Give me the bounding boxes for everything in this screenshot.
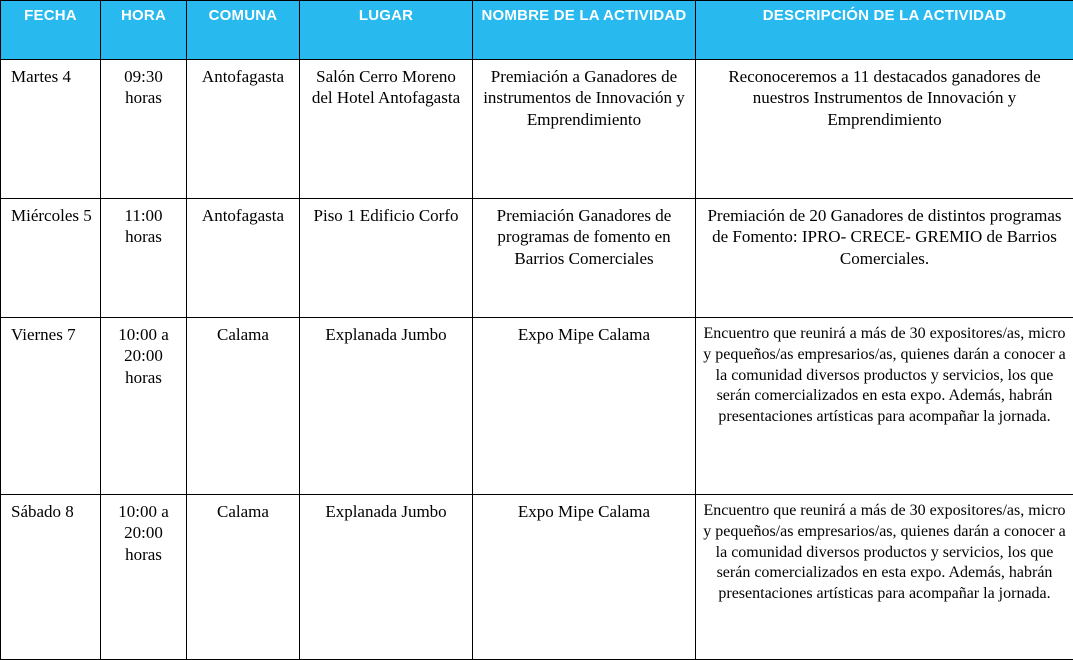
cell-descripcion-actividad: Premiación de 20 Ganadores de distintos programas de Fomento: IPRO- CRECE- GREMIO de Barrios Comerciales. bbox=[696, 199, 1073, 318]
cell-fecha: Miércoles 5 bbox=[1, 199, 101, 318]
cell-lugar: Explanada Jumbo bbox=[300, 318, 473, 495]
cell-nombre-actividad: Expo Mipe Calama bbox=[473, 318, 696, 495]
cell-comuna: Antofagasta bbox=[187, 60, 300, 199]
cell-nombre-actividad: Expo Mipe Calama bbox=[473, 495, 696, 660]
cell-comuna: Calama bbox=[187, 495, 300, 660]
cell-lugar: Piso 1 Edificio Corfo bbox=[300, 199, 473, 318]
table-body bbox=[1, 60, 1073, 660]
column-header-fecha: FECHA bbox=[1, 1, 101, 60]
cell-lugar: Explanada Jumbo bbox=[300, 495, 473, 660]
cell-hora: 11:00 horas bbox=[101, 199, 187, 318]
cell-hora: 10:00 a 20:00 horas bbox=[101, 495, 187, 660]
cell-fecha: Sábado 8 bbox=[1, 495, 101, 660]
column-header-descripcion-actividad: DESCRIPCIÓN DE LA ACTIVIDAD bbox=[696, 1, 1073, 60]
table-row bbox=[1, 60, 1073, 199]
cell-nombre-actividad: Premiación a Ganadores de instrumentos de Innovación y Emprendimiento bbox=[473, 60, 696, 199]
column-header-lugar: LUGAR bbox=[300, 1, 473, 60]
cell-fecha: Martes 4 bbox=[1, 60, 101, 199]
table-row bbox=[1, 199, 1073, 318]
cell-descripcion-actividad: Encuentro que reunirá a más de 30 expositores/as, micro y pequeños/as empresarios/as, quienes darán a conocer a la comunidad diversos productos y servicios, los que serán comercializados en esta expo. Además, habrán presentaciones artísticas para acompañar la jornada. bbox=[696, 495, 1073, 660]
table-header bbox=[1, 1, 1073, 60]
cell-lugar: Salón Cerro Moreno del Hotel Antofagasta bbox=[300, 60, 473, 199]
cell-hora: 10:00 a 20:00 horas bbox=[101, 318, 187, 495]
table-row bbox=[1, 495, 1073, 660]
cell-fecha: Viernes 7 bbox=[1, 318, 101, 495]
column-header-hora: HORA bbox=[101, 1, 187, 60]
cell-nombre-actividad: Premiación Ganadores de programas de fomento en Barrios Comerciales bbox=[473, 199, 696, 318]
cell-hora: 09:30 horas bbox=[101, 60, 187, 199]
column-header-nombre-actividad: NOMBRE DE LA ACTIVIDAD bbox=[473, 1, 696, 60]
table-header-row bbox=[1, 1, 1073, 60]
cell-descripcion-actividad: Encuentro que reunirá a más de 30 expositores/as, micro y pequeños/as empresarios/as, quienes darán a conocer a la comunidad diversos productos y servicios, los que serán comercializados en esta expo. Además, habrán presentaciones artísticas para acompañar la jornada. bbox=[696, 318, 1073, 495]
table-row bbox=[1, 318, 1073, 495]
cell-comuna: Calama bbox=[187, 318, 300, 495]
cell-comuna: Antofagasta bbox=[187, 199, 300, 318]
cell-descripcion-actividad: Reconoceremos a 11 destacados ganadores de nuestros Instrumentos de Innovación y Emprendimiento bbox=[696, 60, 1073, 199]
column-header-comuna: COMUNA bbox=[187, 1, 300, 60]
